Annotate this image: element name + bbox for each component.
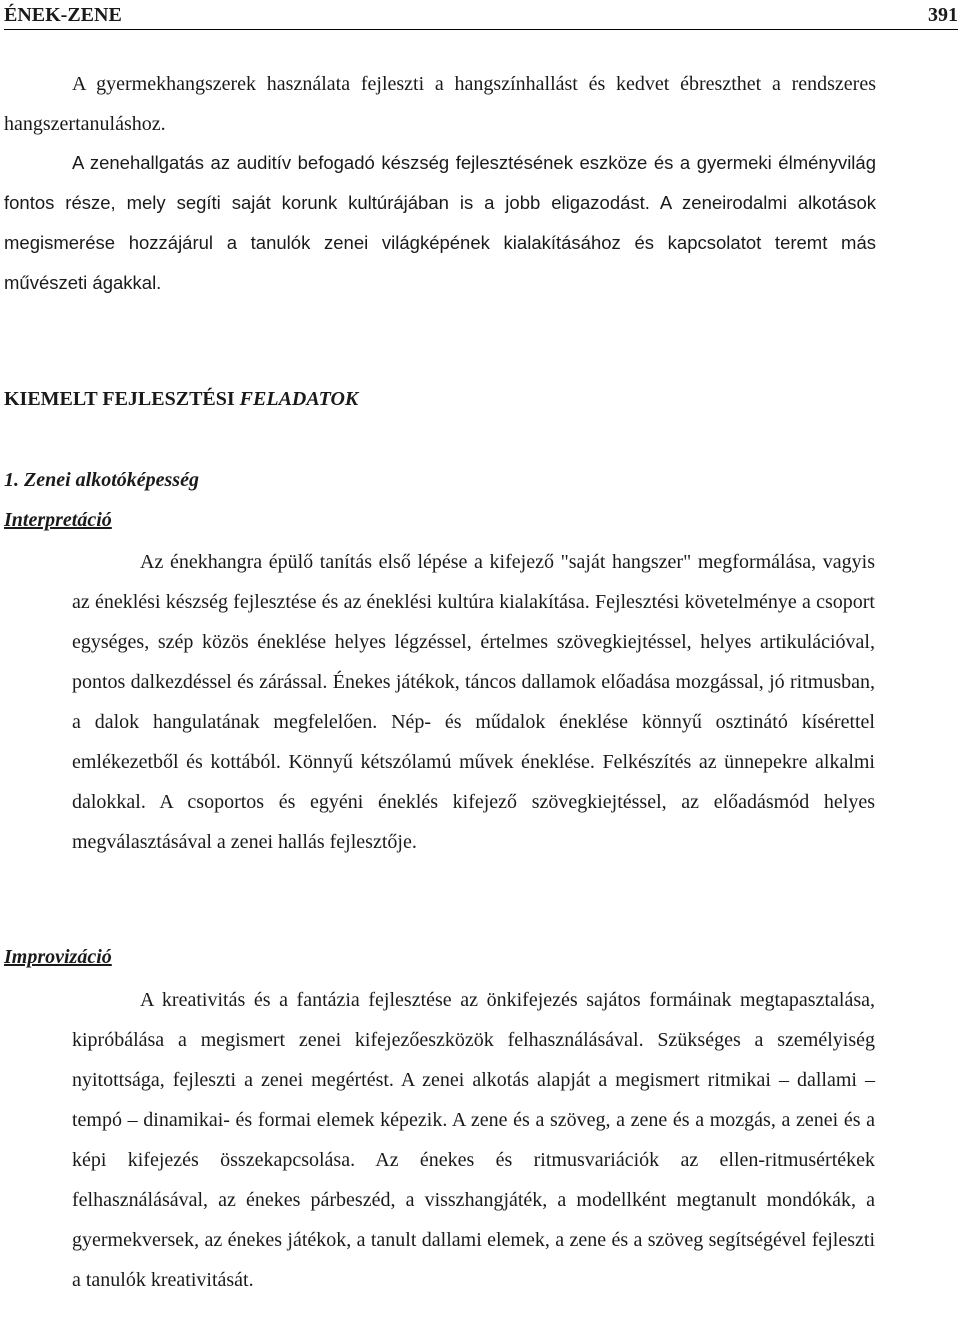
improvizacio-paragraph: A kreativitás és a fantázia fejlesztése az önkifejezés sajátos formáinak megtapasztalása, kipróbálása a megismert zenei kifejezőeszközök felhasználásával. Szükséges a személyiség nyitottsága, fejleszti a zenei megértést. A zenei alkotás alapját a megismert ritmikai – dallami – tempó – dinamikai- és formai elemek képezik. A zene és a szöveg, a zene és a mozgás, a zenei és a képi kifejezés összekapcsolása. Az énekes és ritmusvariációk az ellen-ritmusértékek felhasználásával, az énekes párbeszéd, a visszhangjáték, a modellként megtanult mondókák, a gyermekversek, az énekes játékok, a tanult dallami elemek, a zene és a szöveg segítségével fejleszti a tanulók kreativitását. bbox=[72, 989, 875, 1291]
section-heading-upright: KIEMELT FEJLESZTÉSI bbox=[4, 388, 240, 410]
section-heading bbox=[4, 388, 358, 411]
improvizacio-title: Improvizáció bbox=[4, 946, 112, 968]
intro-paragraph-listening: A zenehallgatás az auditív befogadó készség fejlesztésének eszköze és a gyermeki élményvilág fontos része, mely segíti saját korunk kultúrájában is a jobb eligazodást. A zeneirodalmi alkotások megismerése hozzájárul a tanulók zenei világképének kialakításához és kapcsolatot teremt más művészeti ágakkal. bbox=[4, 152, 876, 293]
intro-paragraph-instruments: A gyermekhangszerek használata fejleszti a hangszínhallást és kedvet ébreszthet a rendszeres hangszertanuláshoz. bbox=[4, 73, 876, 135]
section-heading-italic: FELADATOK bbox=[239, 388, 359, 410]
interpretacio-paragraph: Az énekhangra épülő tanítás első lépése a kifejező "saját hangszer" megformálása, vagyis az éneklési készség fejlesztése és az éneklési kultúra kialakítása. Fejlesztési követelménye a csoport egységes, szép közös éneklése helyes légzéssel, értelmes szövegkiejtéssel, helyes artikulációval, pontos dalkezdéssel és zárással. Énekes játékok, táncos dallamok előadása mozgással, jó ritmusban, a dalok hangulatának megfelelően. Nép- és műdalok éneklése könnyű osztinátó kísérettel emlékezetből és kottából. Könnyű kétszólamú művek éneklése. Felkészítés az ünnepekre alkalmi dalokkal. A csoportos és egyéni éneklés kifejező szövegkiejtéssel, az előadásmód helyes megválasztásával a zenei hallás fejlesztője. bbox=[72, 551, 875, 853]
page-number: 391 bbox=[928, 4, 958, 26]
interpretacio-title: Interpretáció bbox=[4, 509, 112, 531]
header-title: ÉNEK-ZENE bbox=[4, 4, 122, 26]
subsection-heading: 1. Zenei alkotóképesség bbox=[4, 469, 199, 491]
running-header bbox=[4, 2, 958, 30]
